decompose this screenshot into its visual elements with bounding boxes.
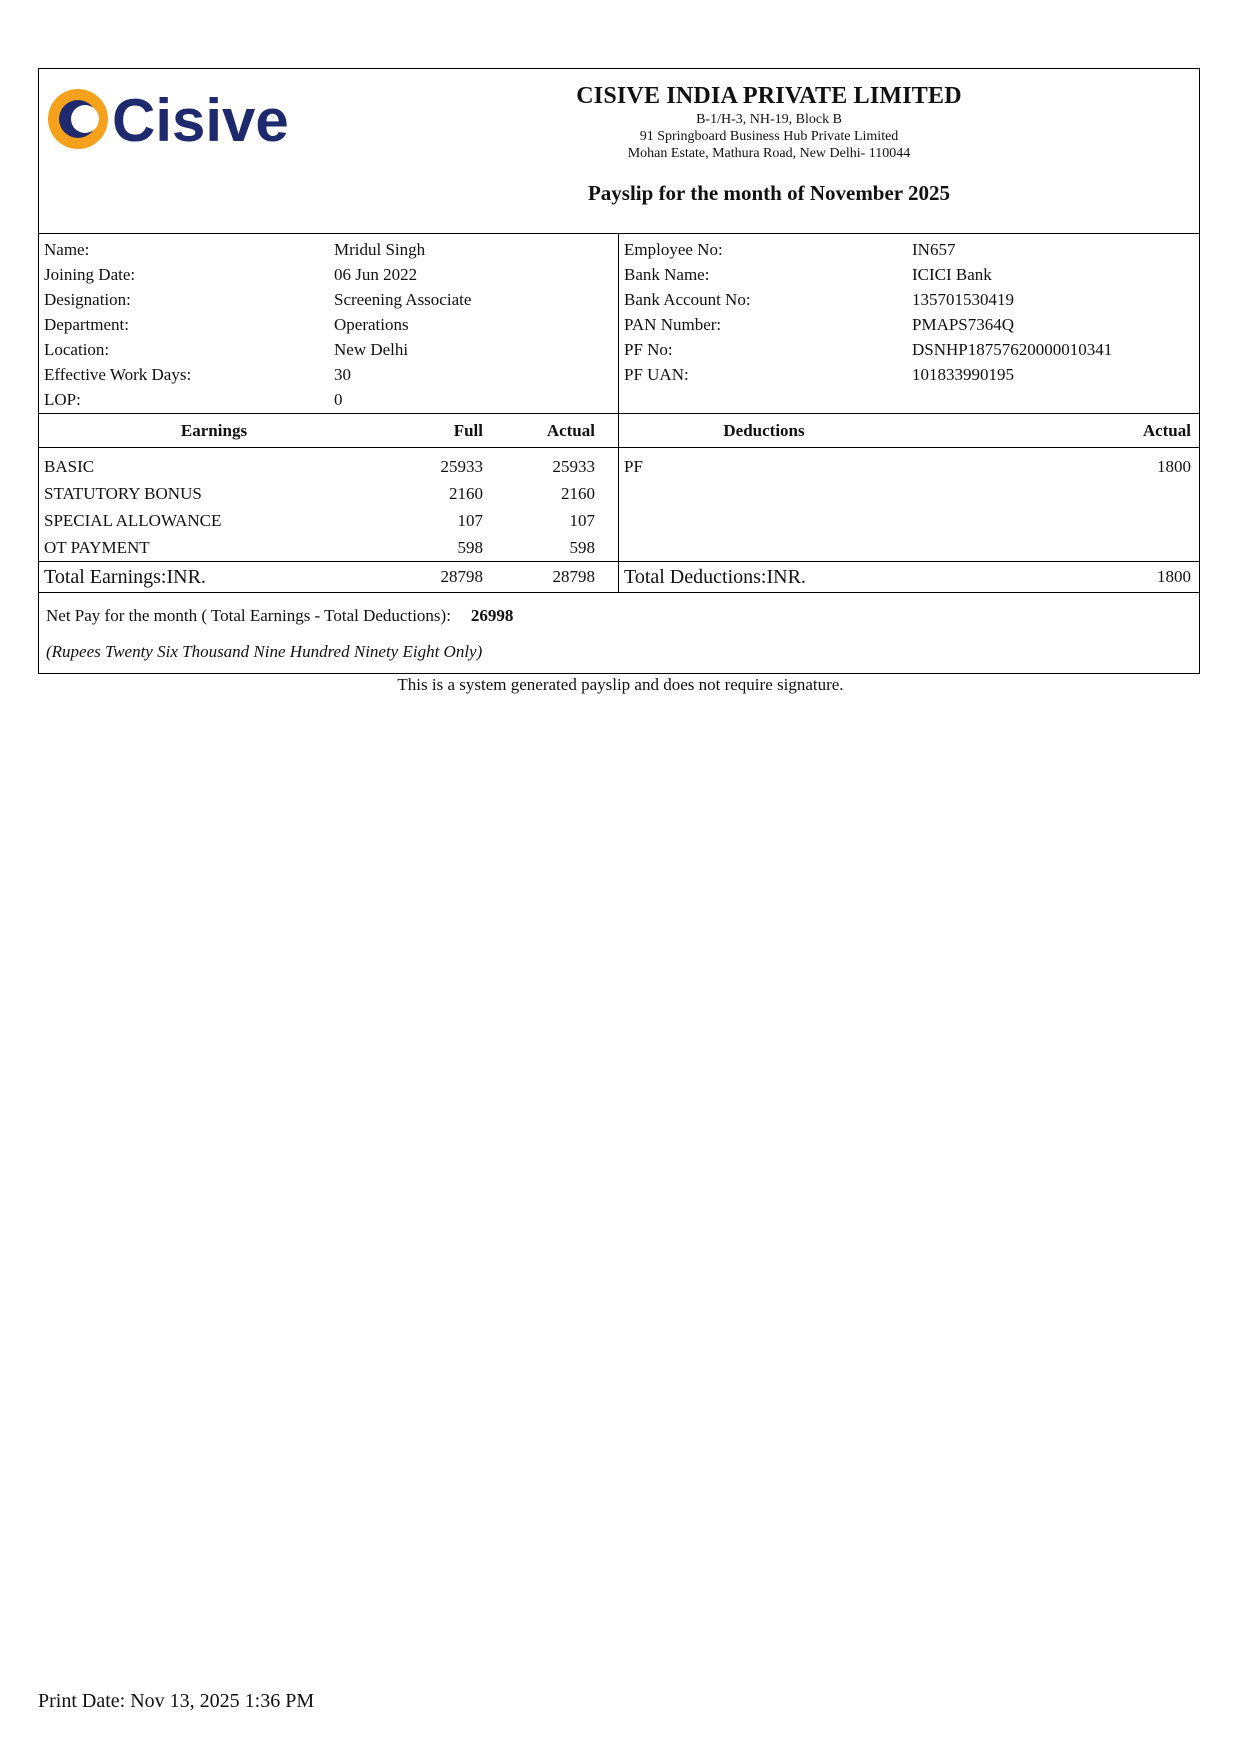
total-earnings-actual: 28798 xyxy=(552,567,595,586)
earning-full: 25933 xyxy=(440,456,483,476)
company-address-line-3: Mohan Estate, Mathura Road, New Delhi- 110044 xyxy=(627,146,911,161)
employee-info-left xyxy=(39,234,619,413)
info-label: Employee No: xyxy=(624,239,723,259)
earning-actual: 25933 xyxy=(552,456,595,476)
info-row-lop xyxy=(44,387,613,412)
employee-info xyxy=(39,234,1199,414)
info-row-name xyxy=(44,237,613,262)
info-value: 0 xyxy=(334,389,343,409)
info-value: Mridul Singh xyxy=(334,239,426,259)
table-row xyxy=(39,453,618,480)
info-value: 06 Jun 2022 xyxy=(334,264,418,284)
info-label: Joining Date: xyxy=(44,264,136,284)
payslip-header xyxy=(39,69,1199,234)
deductions-rows xyxy=(619,448,1199,562)
info-row-work-days xyxy=(44,362,613,387)
info-row-joining-date xyxy=(44,262,613,287)
info-value: DSNHP18757620000010341 xyxy=(912,339,1113,359)
info-label: Effective Work Days: xyxy=(44,364,192,384)
total-earnings-full: 28798 xyxy=(440,567,483,586)
system-generated-note: This is a system generated payslip and does not require signature. xyxy=(397,675,844,694)
cisive-logo-icon xyxy=(48,79,294,159)
company-address-line-2: 91 Springboard Business Hub Private Limited xyxy=(639,129,899,144)
table-row xyxy=(619,453,1199,480)
info-label: Name: xyxy=(44,239,90,259)
net-pay-label: Net Pay for the month ( Total Earnings - Total Deductions): xyxy=(46,606,451,625)
earning-actual: 598 xyxy=(569,537,595,557)
info-label: Location: xyxy=(44,339,110,359)
info-label: PF No: xyxy=(624,339,673,359)
info-value: ICICI Bank xyxy=(912,264,992,284)
info-value: 135701530419 xyxy=(912,289,1014,309)
deduction-name: PF xyxy=(624,456,643,476)
info-label: PAN Number: xyxy=(624,314,722,334)
info-value: New Delhi xyxy=(334,339,409,359)
total-deductions-label: Total Deductions:INR. xyxy=(624,565,806,588)
payslip xyxy=(38,68,1200,674)
deductions-actual-col-header: Actual xyxy=(1142,420,1191,440)
info-value: Screening Associate xyxy=(334,289,472,309)
earning-full: 598 xyxy=(457,537,483,557)
earning-name: BASIC xyxy=(44,456,95,476)
actual-col-header: Actual xyxy=(546,420,595,440)
deductions-col-header: Deductions xyxy=(723,420,805,440)
info-label: Department: xyxy=(44,314,129,334)
info-value: IN657 xyxy=(912,239,956,259)
table-row xyxy=(39,480,618,507)
info-row-pf-no xyxy=(624,337,1194,362)
table-row xyxy=(39,534,618,561)
earning-full: 107 xyxy=(457,510,483,530)
company-info xyxy=(339,81,1199,162)
earning-name: SPECIAL ALLOWANCE xyxy=(44,510,222,530)
info-row-pf-uan xyxy=(624,362,1194,387)
info-value: 101833990195 xyxy=(912,364,1014,384)
total-earnings-row xyxy=(39,562,618,592)
earning-actual: 2160 xyxy=(561,483,595,503)
earnings-deductions xyxy=(39,414,1199,592)
info-label: Bank Name: xyxy=(624,264,710,284)
earnings-table xyxy=(39,414,619,592)
total-deductions-actual: 1800 xyxy=(1157,567,1191,586)
info-value: PMAPS7364Q xyxy=(912,314,1015,334)
logo-wordmark: Cisive xyxy=(112,87,289,154)
earning-name: STATUTORY BONUS xyxy=(44,483,202,503)
payslip-title: Payslip for the month of November 2025 xyxy=(587,181,951,205)
deductions-header xyxy=(619,414,1199,448)
company-logo xyxy=(48,79,294,159)
earning-name: OT PAYMENT xyxy=(44,537,150,557)
print-date: Print Date: Nov 13, 2025 1:36 PM xyxy=(38,1690,315,1712)
info-value: 30 xyxy=(334,364,351,384)
earnings-col-header: Earnings xyxy=(180,420,248,440)
info-label: PF UAN: xyxy=(624,364,689,384)
company-name: CISIVE INDIA PRIVATE LIMITED xyxy=(576,83,962,109)
info-row-bank-name xyxy=(624,262,1194,287)
deduction-actual: 1800 xyxy=(1157,456,1191,476)
info-label: Designation: xyxy=(44,289,131,309)
table-row xyxy=(39,507,618,534)
earnings-rows xyxy=(39,448,618,562)
info-row-pan xyxy=(624,312,1194,337)
info-row-location xyxy=(44,337,613,362)
employee-info-right xyxy=(619,234,1199,413)
earnings-header xyxy=(39,414,618,448)
full-col-header: Full xyxy=(453,420,483,440)
net-pay-line xyxy=(46,606,513,626)
info-label: LOP: xyxy=(44,389,81,409)
info-row-department xyxy=(44,312,613,337)
net-pay-in-words: (Rupees Twenty Six Thousand Nine Hundred Ninety Eight Only) xyxy=(46,642,483,661)
total-deductions-row xyxy=(619,562,1199,592)
total-earnings-label: Total Earnings:INR. xyxy=(44,565,206,588)
earning-full: 2160 xyxy=(449,483,483,503)
info-value: Operations xyxy=(334,314,409,334)
info-row-employee-no xyxy=(624,237,1194,262)
deductions-table xyxy=(619,414,1199,592)
company-address-line-1: B-1/H-3, NH-19, Block B xyxy=(696,112,842,127)
earning-actual: 107 xyxy=(569,510,595,530)
net-pay-amount: 26998 xyxy=(470,606,514,625)
info-row-designation xyxy=(44,287,613,312)
info-label: Bank Account No: xyxy=(624,289,751,309)
net-pay-section xyxy=(39,592,1199,673)
info-row-bank-account xyxy=(624,287,1194,312)
